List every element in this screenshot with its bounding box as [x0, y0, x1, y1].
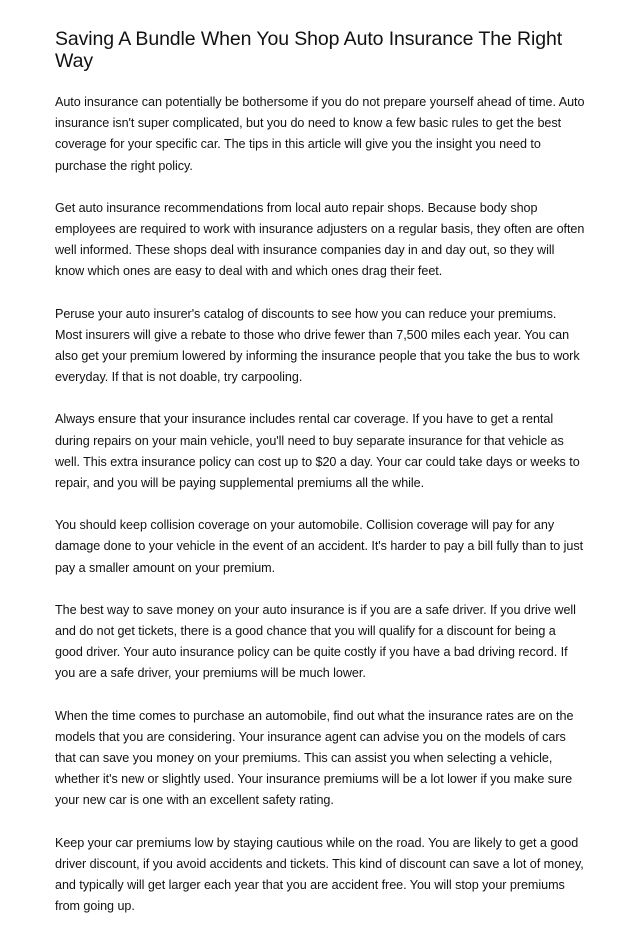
paragraph-7: When the time comes to purchase an automobile, find out what the insurance rates are on the models that you are considering. Your insurance agent can advise you on the models of cars that can save you money on your premiums. This can assist you when selecting a vehicle, whether it's new or slightly used. Your insurance premiums will be a lot lower if you make sure your new car is one with an excellent safety rating.: [55, 708, 574, 808]
paragraph-2: Get auto insurance recommendations from local auto repair shops. Because body shop employees are required to work with insurance adjusters on a regular basis, they often are often well informed. These shops deal with insurance companies day in and day out, so they will know which ones are easy to deal with and which ones drag their feet.: [55, 200, 585, 279]
paragraph-4: Always ensure that your insurance includes rental car coverage. If you have to get a rental during repairs on your main vehicle, you'll need to buy separate insurance for that vehicle as well. This extra insurance policy can cost up to $20 a day. Your car could take days or weeks to repair, and you will be paying supplemental premiums all the while.: [55, 412, 580, 491]
paragraph-5: You should keep collision coverage on your automobile. Collision coverage will pay for any damage done to your vehicle in the event of an accident. It's harder to pay a bill fully than to just pay a smaller amount on your premium.: [55, 518, 584, 575]
document-title: Saving A Bundle When You Shop Auto Insurance The Right Way: [55, 28, 563, 72]
paragraph-1: Auto insurance can potentially be bothersome if you do not prepare yourself ahead of time. Auto insurance isn't super complicated, but you do need to know a few basic rules to get the best coverage for your specific car. The tips in this article will give you the insight you need to purchase the right policy.: [55, 95, 585, 173]
paragraph-6: The best way to save money on your auto insurance is if you are a safe driver. If you drive well and do not get tickets, there is a good chance that you will qualify for a discount for being a good driver. Your auto insurance policy can be quite costly if you have a bad driving record. If you are a safe driver, your premiums will be much lower.: [55, 602, 576, 681]
document-page: [55, 28, 585, 939]
paragraph-3: Peruse your auto insurer's catalog of discounts to see how you can reduce your premiums. Most insurers will give a rebate to those who drive fewer than 7,500 miles each year. You can also get your premium lowered by informing the insurance people that you take the bus to work everyday. If that is not doable, try carpooling.: [55, 306, 580, 385]
paragraph-8: Keep your car premiums low by staying cautious while on the road. You are likely to get a good driver discount, if you avoid accidents and tickets. This kind of discount can save a lot of money, and typically will get larger each year that you are accident free. You will stop your premiums from going up.: [55, 835, 584, 914]
